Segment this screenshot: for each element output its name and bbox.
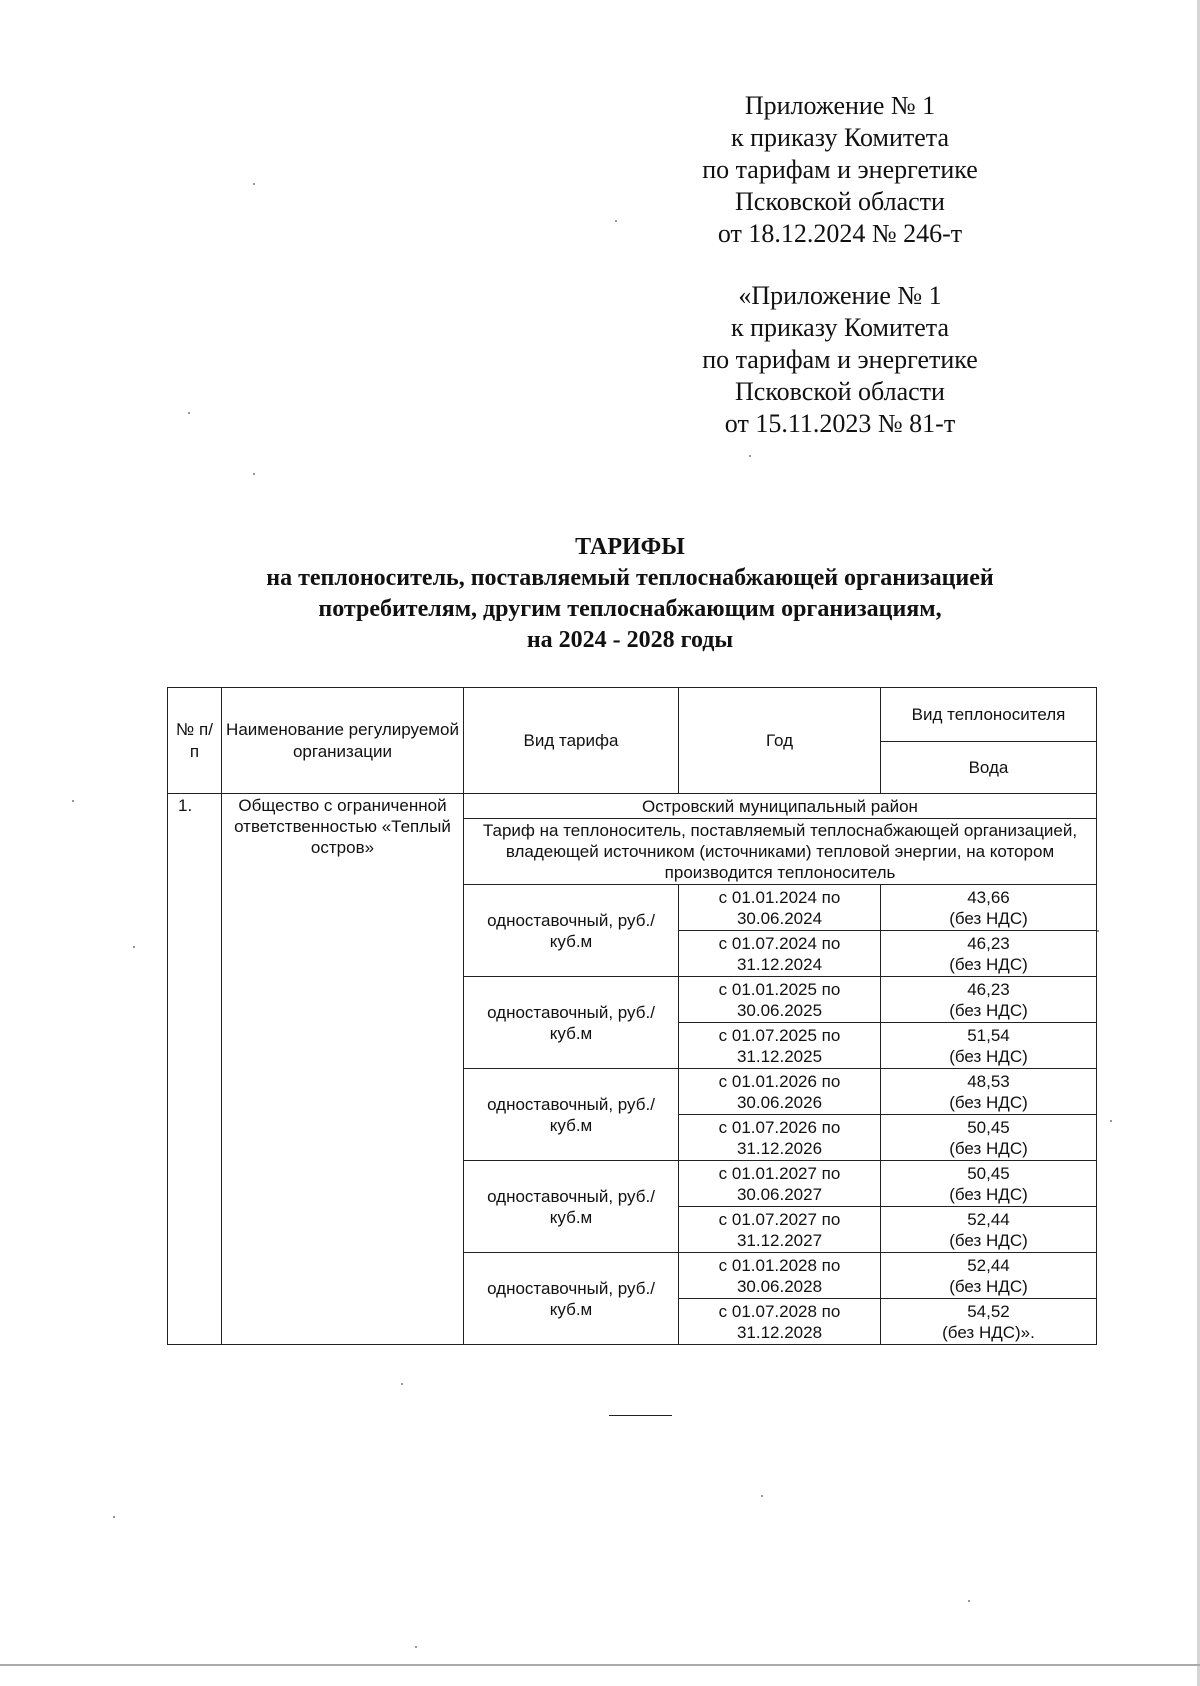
title-line: на теплоноситель, поставляемый теплоснабжающей организацией [266,565,994,591]
appendix-line: Псковской области [735,377,945,406]
tariff-value: 51,54 [967,1025,1010,1045]
vat-note: (без НДС) [949,954,1028,974]
tariff-value-cell [881,1161,1097,1207]
tariff-description: Тариф на теплоноситель, поставляемый теплоснабжающей организацией, владеющей источником (источниками) тепловой энергии, на котором производится теплоноситель [464,819,1097,885]
vat-note: (без НДС) [949,908,1028,928]
header-carrier-type: Вид теплоносителя [881,688,1097,742]
tariff-type-cell: одноставочный, руб./куб.м [464,1253,679,1345]
scan-bottom-edge [0,1664,1200,1666]
appendix-line: по тарифам и энергетике [702,345,978,374]
title-line: ТАРИФЫ [575,534,685,560]
vat-note: (без НДС) [949,1276,1028,1296]
tariff-type-cell: одноставочный, руб./куб.м [464,977,679,1069]
period-cell: с 01.01.2025 по 30.06.2025 [679,977,881,1023]
end-of-document-line [609,1415,672,1416]
tariff-table [167,687,1097,1345]
header-tariff-type: Вид тарифа [464,688,679,794]
tariff-value-cell [881,885,1097,931]
vat-note: (без НДС) [949,1184,1028,1204]
period-cell: с 01.07.2028 по 31.12.2028 [679,1299,881,1345]
period-cell: с 01.07.2027 по 31.12.2027 [679,1207,881,1253]
header-year: Год [679,688,881,794]
header-org-name: Наименование регулируемой организации [222,688,464,794]
appendix-line: к приказу Комитета [730,123,949,152]
tariff-type-cell: одноставочный, руб./куб.м [464,1161,679,1253]
period-cell: с 01.01.2026 по 30.06.2026 [679,1069,881,1115]
period-cell: с 01.07.2024 по 31.12.2024 [679,931,881,977]
tariff-value-cell [881,1299,1097,1345]
tariff-value: 54,52 [967,1301,1010,1321]
tariff-value-cell [881,931,1097,977]
tariff-value: 46,23 [967,979,1010,999]
organization-name: Общество с ограниченной ответственностью «Теплый остров» [222,794,464,1345]
title-line: потребителям, другим теплоснабжающим организациям, [318,596,942,622]
tariff-value: 50,45 [967,1117,1010,1137]
tariff-value: 43,66 [967,887,1010,907]
tariff-value-cell [881,977,1097,1023]
appendix-line: «Приложение № 1 [738,281,942,310]
appendix-line: от 15.11.2023 № 81-т [724,409,956,438]
tariff-value-cell [881,1069,1097,1115]
vat-note: (без НДС) [949,1138,1028,1158]
period-cell: с 01.07.2026 по 31.12.2026 [679,1115,881,1161]
tariff-type-cell: одноставочный, руб./куб.м [464,885,679,977]
period-cell: с 01.07.2025 по 31.12.2025 [679,1023,881,1069]
appendix-line: к приказу Комитета [730,313,949,342]
vat-note: (без НДС)». [942,1322,1035,1342]
appendix-line: от 18.12.2024 № 246-т [717,219,963,248]
tariff-value-cell [881,1207,1097,1253]
tariff-value-cell [881,1115,1097,1161]
document-title [140,532,1120,656]
tariff-value: 52,44 [967,1255,1010,1275]
tariff-value-cell [881,1253,1097,1299]
appendix-line: Приложение № 1 [744,91,936,120]
title-line: на 2024 - 2028 годы [526,627,734,653]
tariff-value: 46,23 [967,933,1010,953]
appendix-line: Псковской области [735,187,945,216]
tariff-value-cell [881,1023,1097,1069]
tariff-value: 50,45 [967,1163,1010,1183]
vat-note: (без НДС) [949,1000,1028,1020]
header-num: № п/п [168,688,222,794]
period-cell: с 01.01.2024 по 30.06.2024 [679,885,881,931]
district-name: Островский муниципальный район [464,794,1097,819]
vat-note: (без НДС) [949,1230,1028,1250]
tariff-type-cell: одноставочный, руб./куб.м [464,1069,679,1161]
tariff-value: 48,53 [967,1071,1010,1091]
tariff-value: 52,44 [967,1209,1010,1229]
vat-note: (без НДС) [949,1092,1028,1112]
appendix-current-header [600,90,1080,250]
appendix-previous-header [600,280,1080,440]
header-water: Вода [881,742,1097,794]
vat-note: (без НДС) [949,1046,1028,1066]
period-cell: с 01.01.2027 по 30.06.2027 [679,1161,881,1207]
row-number: 1. [168,794,222,1345]
appendix-line: по тарифам и энергетике [702,155,978,184]
period-cell: с 01.01.2028 по 30.06.2028 [679,1253,881,1299]
